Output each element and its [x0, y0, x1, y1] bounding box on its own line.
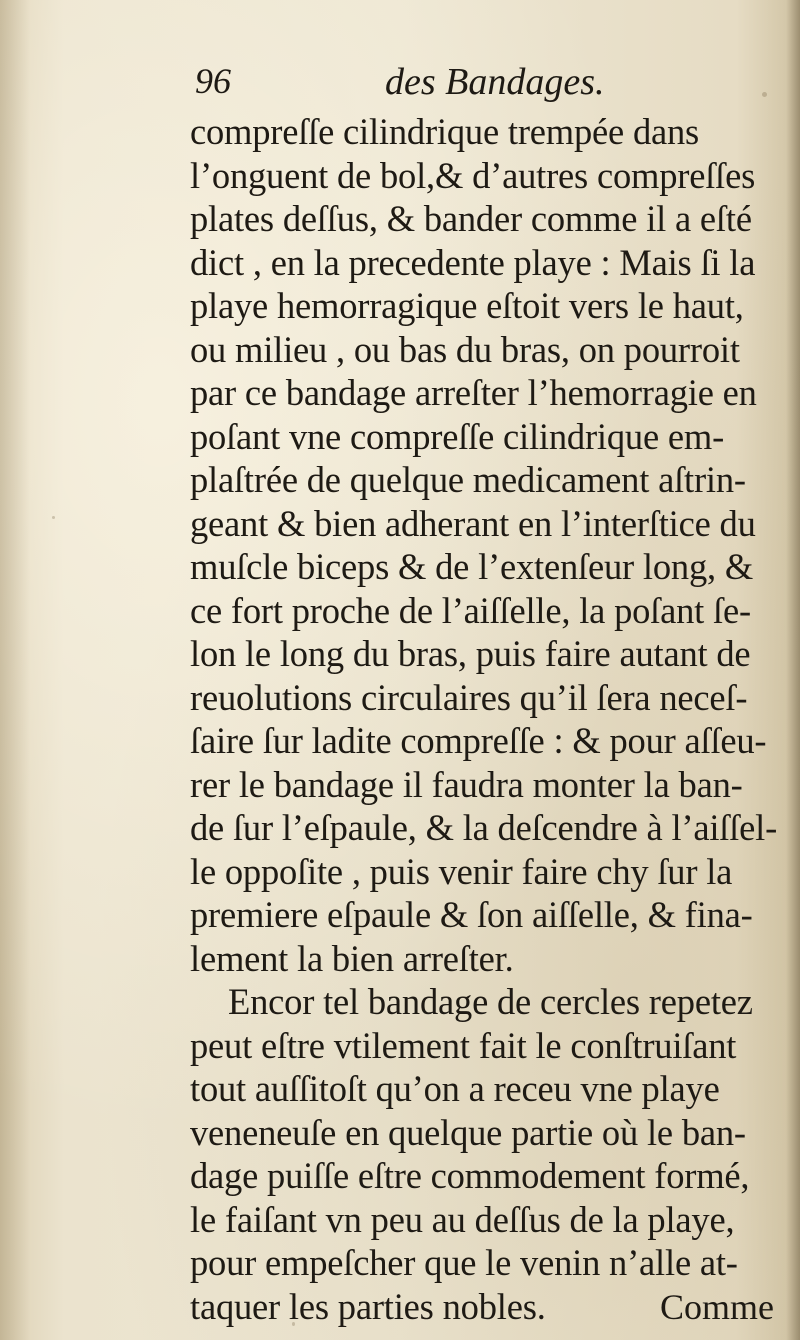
- text-line: ou milieu , ou bas du bras, on pourroit: [190, 328, 740, 370]
- text-line: muſcle biceps & de l’extenſeur long, &: [190, 546, 754, 587]
- text-line: plates deſſus, & bander comme il a eſté: [190, 198, 752, 239]
- text-line: Encor tel bandage de cercles repetez: [228, 981, 753, 1022]
- text-line: poſant vne compreſſe cilindrique em-: [190, 415, 725, 457]
- text-line: par ce bandage arreſter l’hemorragie en: [190, 372, 757, 413]
- page-header: [195, 60, 795, 110]
- text-line: playe hemorragique eſtoit vers le haut,: [190, 285, 744, 326]
- text-line: le oppoſite , puis venir faire chy ſur la: [190, 850, 733, 892]
- text-line: lon le long du bras, puis faire autant de: [190, 633, 751, 674]
- text-line: compreſſe cilindrique trempée dans: [190, 111, 700, 152]
- text-line: dage puiſſe eſtre commodement formé,: [190, 1155, 750, 1196]
- text-line: dict , en la precedente playe : Mais ſi la: [190, 241, 756, 283]
- text-line: l’onguent de bol,& d’autres compreſſes: [190, 154, 756, 196]
- text-line: premiere eſpaule & ſon aiſſelle, & fina-: [190, 894, 753, 935]
- text-line: pour empeſcher que le venin n’alle at-: [190, 1242, 738, 1283]
- text-line: ſaire ſur ladite compreſſe : & pour aſſeu-: [190, 720, 767, 761]
- text-line: tout auſſitoſt qu’on a receu vne playe: [190, 1068, 720, 1109]
- text-line: plaſtrée de quelque medicament aſtrin-: [190, 459, 746, 500]
- text-line: reuolutions circulaires qu’il ſera neceſ-: [190, 676, 748, 718]
- catchword: Comme: [660, 1287, 774, 1327]
- text-line: lement la bien arreſter.: [190, 937, 514, 979]
- body-text: [190, 110, 790, 1328]
- text-line: ce fort proche de l’aiſſelle, la poſant ſe-: [190, 589, 751, 631]
- text-line: geant & bien adherant en l’interſtice du: [190, 502, 756, 544]
- page-number: 96: [195, 61, 231, 101]
- text-line: taquer les parties nobles.: [190, 1285, 546, 1327]
- text-line: peut eſtre vtilement fait le conſtruiſant: [190, 1024, 737, 1066]
- paper-speck: [52, 516, 55, 519]
- text-line: le faiſant vn peu au deſſus de la playe,: [190, 1198, 735, 1240]
- page-left-edge-shading: [0, 0, 30, 1340]
- running-title: des Bandages.: [385, 61, 605, 103]
- text-line: veneneuſe en quelque partie où le ban-: [190, 1111, 746, 1153]
- text-line: de ſur l’eſpaule, & la deſcendre à l’aiſſel-: [190, 807, 778, 848]
- text-line: rer le bandage il faudra monter la ban-: [190, 763, 743, 805]
